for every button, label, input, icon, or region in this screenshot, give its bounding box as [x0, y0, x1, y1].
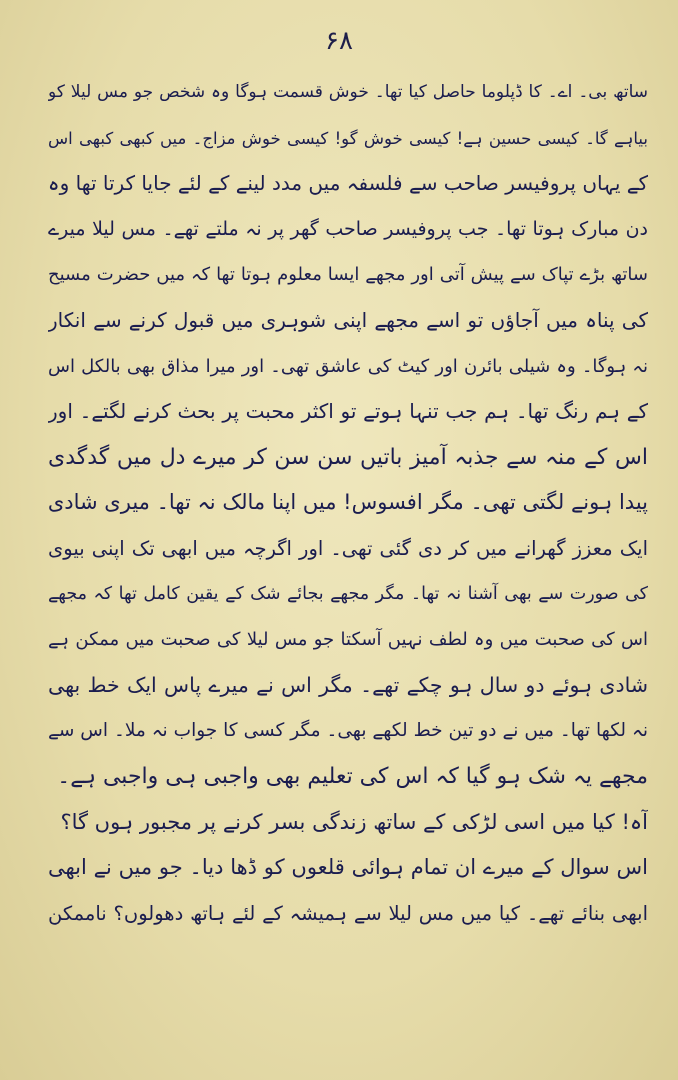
text-line: بیاہے گا۔ کیسی حسین ہے! کیسی خوش گو! کیسی خوش مزاج۔ میں کبھی کبھی اس	[48, 128, 648, 148]
text-line: ساتھ بڑے تپاک سے پیش آتی اور مجھے ایسا معلوم ہوتا تھا کہ میں حضرت مسیح	[48, 264, 648, 286]
text-line: اس کی صحبت میں وہ لطف نہیں آسکتا جو مس لیلا کی صحبت میں ممکن ہے	[48, 629, 648, 651]
page-number: ۶۸	[325, 26, 353, 56]
text-line: اس سوال کے میرے ان تمام ہوائی قلعوں کو ڈھا دیا۔ جو میں نے ابھی	[48, 855, 648, 880]
text-line: کی صورت سے بھی آشنا نہ تھا۔ مگر مجھے بجائے شک کے یقین کامل تھا کہ مجھے	[48, 583, 648, 604]
text-line: اس کے منہ سے جذبہ آمیز باتیں سن سن کر میرے دل میں گدگدی	[48, 444, 648, 470]
text-line: آہ! کیا میں اسی لڑکی کے ساتھ زندگی بسر کرنے پر مجبور ہوں گا؟	[60, 809, 648, 834]
text-line: کی پناہ میں آجاؤں تو اسے مجھے اپنی شوہری میں قبول کرنے سے انکار	[48, 307, 648, 332]
text-line: ساتھ بی۔ اے۔ کا ڈپلوما حاصل کیا تھا۔ خوش قسمت ہوگا وہ شخص جو مس لیلا کو	[48, 82, 648, 102]
text-line: کے ہم رنگ تھا۔ ہم جب تنہا ہوتے تو اکثر محبت پر بحث کرنے لگتے۔ اور	[48, 399, 648, 424]
text-line: پیدا ہونے لگتی تھی۔ مگر افسوس! میں اپنا مالک نہ تھا۔ میری شادی	[48, 490, 648, 515]
text-line: مجھے یہ شک ہو گیا کہ اس کی تعلیم بھی واجبی ہی واجبی ہے۔	[57, 763, 648, 789]
text-line: نہ لکھا تھا۔ میں نے دو تین خط لکھے بھی۔ مگر کسی کا جواب نہ ملا۔ اس سے	[48, 720, 648, 742]
page-body	[48, 70, 648, 936]
text-line: ایک معزز گھرانے میں کر دی گئی تھی۔ اور اگرچہ میں ابھی تک اپنی بیوی	[48, 536, 648, 560]
text-line: شادی ہوئے دو سال ہو چکے تھے۔ مگر اس نے میرے پاس ایک خط بھی	[48, 672, 648, 697]
text-line: ابھی بنائے تھے۔ کیا میں مس لیلا سے ہمیشہ کے لئے ہاتھ دھولوں؟ ناممکن	[48, 901, 648, 925]
text-line: دن مبارک ہوتا تھا۔ جب پروفیسر صاحب گھر پر نہ ملتے تھے۔ مس لیلا میرے	[48, 217, 648, 240]
text-line: نہ ہوگا۔ وہ شیلی بائرن اور کیٹ کی عاشق تھی۔ اور میرا مذاق بھی بالکل اس	[48, 355, 648, 377]
text-line: کے یہاں پروفیسر صاحب سے فلسفہ میں مدد لینے کے لئے جایا کرتا تھا وہ	[48, 171, 648, 196]
